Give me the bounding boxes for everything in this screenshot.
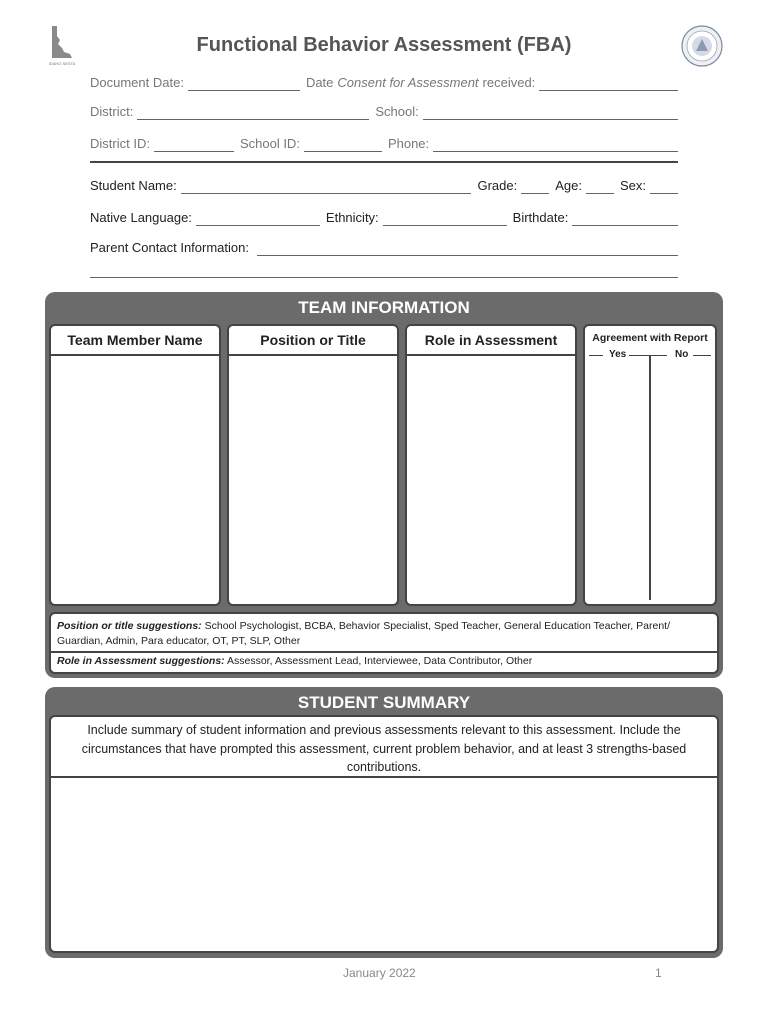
position-title-header: Position or Title bbox=[229, 326, 397, 356]
no-column[interactable] bbox=[651, 356, 713, 600]
team-member-name-header: Team Member Name bbox=[51, 326, 219, 356]
school-id-label: School ID: bbox=[239, 136, 300, 151]
no-label: No bbox=[675, 349, 689, 360]
ethnicity-label: Ethnicity: bbox=[325, 210, 379, 225]
position-suggestions-label: Position or title suggestions: bbox=[57, 620, 202, 632]
consent-prefix: Date bbox=[305, 75, 334, 90]
parent-contact-field[interactable] bbox=[257, 244, 678, 256]
parent-contact-row bbox=[90, 240, 678, 256]
phone-field[interactable] bbox=[433, 140, 678, 152]
sex-label: Sex: bbox=[619, 178, 646, 193]
district-id-field[interactable] bbox=[154, 140, 234, 152]
state-seal-icon bbox=[681, 25, 723, 67]
student-summary-panel bbox=[45, 687, 723, 958]
consent-suffix: received: bbox=[482, 75, 536, 90]
consent-date-field[interactable] bbox=[539, 79, 678, 91]
yes-label: Yes bbox=[609, 349, 627, 360]
team-information-panel bbox=[45, 292, 723, 678]
document-date-row bbox=[90, 75, 678, 91]
logo-text: IDAHO SESTA bbox=[48, 61, 76, 66]
section-divider bbox=[90, 161, 678, 163]
native-language-label: Native Language: bbox=[90, 210, 192, 225]
document-date-field[interactable] bbox=[188, 79, 300, 91]
district-label: District: bbox=[90, 104, 134, 119]
district-row bbox=[90, 104, 678, 120]
school-label: School: bbox=[375, 104, 419, 119]
page-number: 1 bbox=[655, 966, 662, 980]
district-field[interactable] bbox=[137, 108, 369, 120]
phone-label: Phone: bbox=[387, 136, 430, 151]
position-title-column[interactable] bbox=[227, 324, 399, 606]
summary-instructions: Include summary of student information and previous assessments relevant to this assessment. Include the circumstances that have prompted this assessment, current problem behavior, and at least 3 strengths-based contributions. bbox=[81, 723, 687, 774]
language-row bbox=[90, 210, 678, 226]
page-title: Functional Behavior Assessment (FBA) bbox=[196, 34, 572, 56]
consent-italic: Consent for Assessment bbox=[337, 75, 479, 90]
school-id-field[interactable] bbox=[304, 140, 382, 152]
age-label: Age: bbox=[555, 178, 582, 193]
team-member-name-column[interactable] bbox=[49, 324, 221, 606]
suggestions-divider bbox=[51, 651, 717, 653]
role-suggestions bbox=[57, 654, 711, 669]
student-name-label: Student Name: bbox=[90, 178, 177, 193]
document-date-label: Document Date: bbox=[90, 75, 184, 90]
yes-column[interactable] bbox=[585, 356, 649, 600]
student-row bbox=[90, 178, 678, 194]
footer-date: January 2022 bbox=[343, 966, 416, 980]
role-suggestions-text: Assessor, Assessment Lead, Interviewee, Data Contributor, Other bbox=[227, 655, 533, 667]
grade-field[interactable] bbox=[521, 182, 549, 194]
suggestions-box bbox=[49, 612, 719, 674]
parent-contact-label: Parent Contact Information: bbox=[90, 240, 249, 255]
student-summary-textarea[interactable] bbox=[51, 778, 717, 951]
agreement-header: Agreement with Report bbox=[592, 332, 708, 344]
ids-row bbox=[90, 136, 678, 152]
student-name-field[interactable] bbox=[181, 182, 472, 194]
school-field[interactable] bbox=[423, 108, 678, 120]
sex-field[interactable] bbox=[650, 182, 678, 194]
student-summary-box bbox=[49, 715, 719, 953]
student-summary-title: STUDENT SUMMARY bbox=[297, 693, 471, 712]
team-information-title: TEAM INFORMATION bbox=[298, 298, 470, 317]
role-in-assessment-header: Role in Assessment bbox=[407, 326, 575, 356]
birthdate-field[interactable] bbox=[572, 214, 678, 226]
birthdate-label: Birthdate: bbox=[512, 210, 569, 225]
grade-label: Grade: bbox=[477, 178, 518, 193]
role-in-assessment-column[interactable] bbox=[405, 324, 577, 606]
age-field[interactable] bbox=[586, 182, 614, 194]
native-language-field[interactable] bbox=[196, 214, 320, 226]
ethnicity-field[interactable] bbox=[383, 214, 507, 226]
district-id-label: District ID: bbox=[90, 136, 150, 151]
position-suggestions-text: School Psychologist, BCBA, Behavior Specialist, Sped Teacher, General Education Teacher, Parent/ Guardian, Admin, Para educator, OT, PT, SLP, Other bbox=[57, 620, 670, 647]
role-suggestions-label: Role in Assessment suggestions: bbox=[57, 655, 225, 667]
parent-contact-field-line2[interactable] bbox=[90, 277, 678, 278]
position-suggestions bbox=[57, 619, 711, 649]
agreement-column bbox=[583, 324, 717, 606]
